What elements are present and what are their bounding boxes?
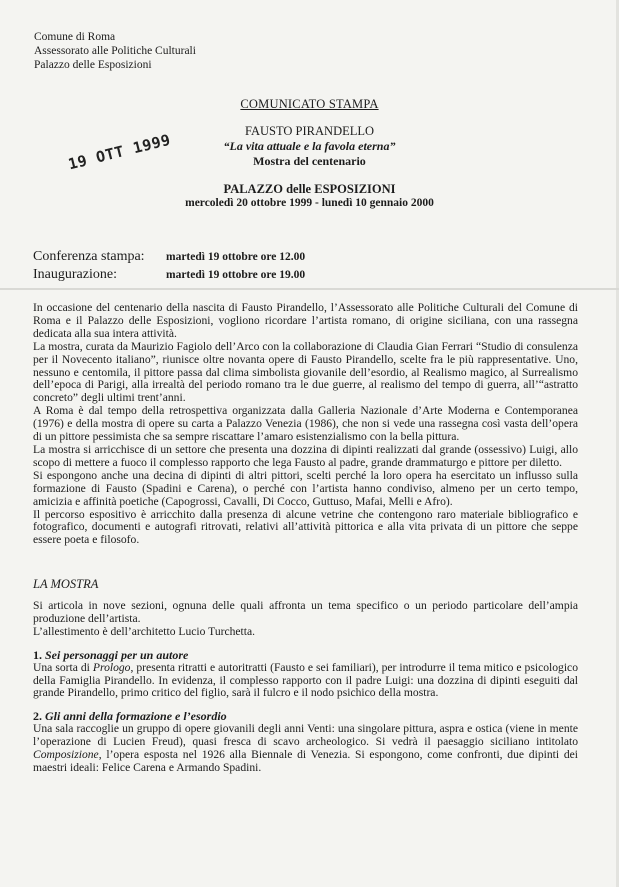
- intro-text: [33, 302, 578, 547]
- paper-fold-line: [0, 288, 619, 290]
- organization-header: [34, 30, 196, 72]
- exhibition-dates: mercoledì 20 ottobre 1999 - lunedì 10 gennaio 2000: [185, 197, 434, 209]
- inauguration-time: martedì 19 ottobre ore 19.00: [166, 269, 306, 281]
- section-1-text: Una sorta di Prologo, presenta ritratti e autoritratti (Fausto e sei familiari), per introdurre il tema mitico e psicologico della Famiglia Pirandello. In evidenza, il complesso rapporto con il padre Luigi: una dozzina di dipinti eseguiti dal grande Pirandello, primo critico del figlio, sarà il fulcro e il nodo psichico della mostra.: [33, 660, 579, 700]
- la-mostra-heading: LA MOSTRA: [33, 577, 99, 591]
- events-block: [33, 248, 305, 284]
- press-conference-time: martedì 19 ottobre ore 12.00: [166, 251, 306, 263]
- exhibition-subtitle: “La vita attuale e la favola eterna”: [223, 139, 396, 153]
- intro-paragraph: Il percorso espositivo è arricchito dalla presenza di alcune vetrine che contengono raro materiale bibliografico e fotografico, documenti e autografi ritrovati, relativi all’attività pittorica e alla vita privata di un pittore che seppe essere poeta e filosofo.: [33, 507, 578, 547]
- intro-paragraph: A Roma è dal tempo della retrospettiva organizzata dalla Galleria Nazionale d’Arte Moderna e Contemporanea (1976) e della mostra di opere su carta a Palazzo Venezia (1986), che non si vede una rassegna così vasta dell’opera di un pittore pessimista che sa sempre riscattare l’amaro esistenzialismo con la bella pittura.: [33, 404, 578, 444]
- org-line-palazzo: Palazzo delle Esposizioni: [34, 59, 152, 71]
- intro-paragraph: La mostra si arricchisce di un settore che presenta una dozzina di dipinti realizzati dal grande (ossessivo) Luigi, allo scopo di mettere a fuoco il complesso rapporto che lega Fausto al padre, grande drammaturgo e pittore per diletto.: [33, 442, 578, 469]
- date-stamp: 19 OTT 1999: [66, 130, 173, 174]
- inauguration-label: Inaugurazione:: [33, 267, 117, 282]
- org-line-assessorato: Assessorato alle Politiche Culturali: [34, 45, 196, 57]
- intro-paragraph: La mostra, curata da Maurizio Fagiolo dell’Arco con la collaborazione di Claudia Gian Ferrari “Studio di consulenza per il Novecento italiano”, riunisce oltre novanta opere di Fausto Pirandello, scelte fra le più rappresentative. Uno, nessuno e centomila, il pittore passa dal clima simbolista giovanile dell’esordio, al Realismo magico, al Surrealismo dell’epoca di Parigi, alla irrealtà del periodo romano tra le due guerre, al realismo del tempo di guerra, all’“astratto concreto” degli ultimi trent’anni.: [33, 339, 578, 405]
- inauguration-row: [33, 266, 305, 284]
- exhibition-type: Mostra del centenario: [253, 154, 366, 168]
- artist-name: FAUSTO PIRANDELLO: [244, 124, 375, 138]
- mostra-paragraph: Si articola in nove sezioni, ognuna delle quali affronta un tema specifico o un periodo particolare dell’ampia produzione dell’artista.: [33, 599, 578, 625]
- section-2-text: Una sala raccoglie un gruppo di opere giovanili degli anni Venti: una singolare pittura, aspra e ostica (viene in mente l’operazione di Lucien Freud), quasi fresca di scavo archeologico. Si vedrà il paesaggio siciliano intitolato Composizione, l’opera esposta nel 1926 alla Biennale di Venezia. Si espongono, come confronti, due dipinti dei maestri ideali: Felice Carena e Armando Spadini.: [33, 722, 578, 774]
- press-conference-row: [33, 248, 305, 266]
- intro-paragraph: In occasione del centenario della nascita di Fausto Pirandello, l’Assessorato alle Politiche Culturali del Comune di Roma e il Palazzo delle Esposizioni, vogliono ricordare l’artista romano, di origine siciliana, con una rassegna dedicata alla sua intera attività.: [33, 301, 578, 340]
- org-line-comune: Comune di Roma: [34, 31, 116, 43]
- mostra-paragraph: L’allestimento è dell’architetto Lucio Turchetta.: [33, 624, 256, 638]
- comunicato-stampa-heading: COMUNICATO STAMPA: [240, 97, 379, 111]
- press-conference-label: Conferenza stampa:: [33, 249, 145, 264]
- la-mostra-text: [33, 600, 578, 775]
- section-2-heading: 2. Gli anni della formazione e l’esordio: [33, 709, 227, 724]
- intro-paragraph: Si espongono anche una decina di dipinti di altri pittori, scelti perché la loro opera ha esercitato un influsso sulla formazione di Fausto (Spadini e Carena), o perché con l’artista hanno condiviso, almeno per un certo tempo, amicizia e affinità poetiche (Capogrossi, Cavalli, Di Cocco, Guttuso, Mafai, Melli e Afro).: [33, 468, 578, 508]
- section-1-heading: 1. Sei personaggi per un autore: [33, 647, 189, 662]
- venue-name: PALAZZO delle ESPOSIZIONI: [223, 182, 396, 196]
